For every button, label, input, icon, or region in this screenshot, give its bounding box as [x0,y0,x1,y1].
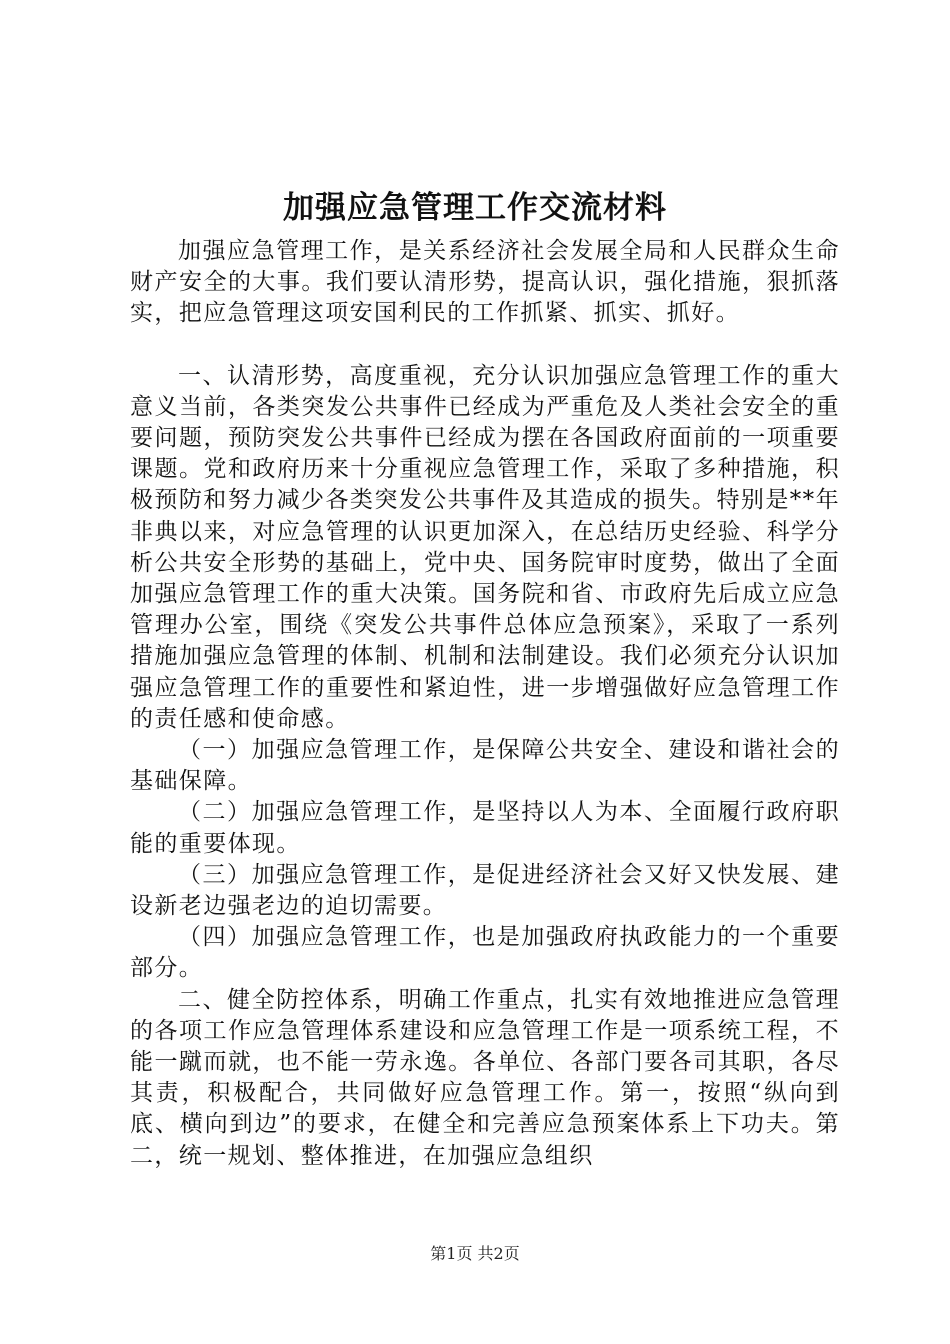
point-four-paragraph: （四）加强应急管理工作，也是加强政府执政能力的一个重要部分。 [130,924,840,982]
point-three-paragraph: （三）加强应急管理工作，是促进经济社会又好又快发展、建设新老边强老边的迫切需要。 [130,861,840,920]
document-body [130,236,840,1172]
point-two-paragraph: （二）加强应急管理工作，是坚持以人为本、全面履行政府职能的重要体现。 [130,799,840,857]
section-two-paragraph: 二、健全防控体系，明确工作重点，扎实有效地推进应急管理的各项工作应急管理体系建设和应急管理工作是一项系统工程，不能一蹴而就，也不能一劳永逸。各单位、各部门要各司其职，各尽其责，积极配合，共同做好应急管理工作。第一，按照“纵向到底、横向到边”的要求，在健全和完善应急预案体系上下功夫。第二，统一规划、整体推进，在加强应急组织 [130,986,840,1169]
point-one-paragraph: （一）加强应急管理工作，是保障公共安全、建设和谐社会的基础保障。 [130,737,840,795]
section-one-paragraph: 一、认清形势，高度重视，充分认识加强应急管理工作的重大意义当前，各类突发公共事件已经成为严重危及人类社会安全的重要问题，预防突发公共事件已经成为摆在各国政府面前的一项重要课题。党和政府历来十分重视应急管理工作，采取了多种措施，积极预防和努力减少各类突发公共事件及其造成的损失。特别是**年非典以来，对应急管理的认识更加深入，在总结历史经验、科学分析公共安全形势的基础上，党中央、国务院审时度势，做出了全面加强应急管理工作的重大决策。国务院和省、市政府先后成立应急管理办公室，围绕《突发公共事件总体应急预案》，采取了一系列措施加强应急管理的体制、机制和法制建设。我们必须充分认识加强应急管理工作的重要性和紧迫性，进一步增强做好应急管理工作的责任感和使命感。 [130,362,840,732]
intro-paragraph: 加强应急管理工作，是关系经济社会发展全局和人民群众生命财产安全的大事。我们要认清形势，提高认识，强化措施，狠抓落实，把应急管理这项安国利民的工作抓紧、抓实、抓好。 [130,238,840,327]
page-number-footer: 第1页 共2页 [430,1244,520,1263]
document-title: 加强应急管理工作交流材料 [283,190,667,226]
